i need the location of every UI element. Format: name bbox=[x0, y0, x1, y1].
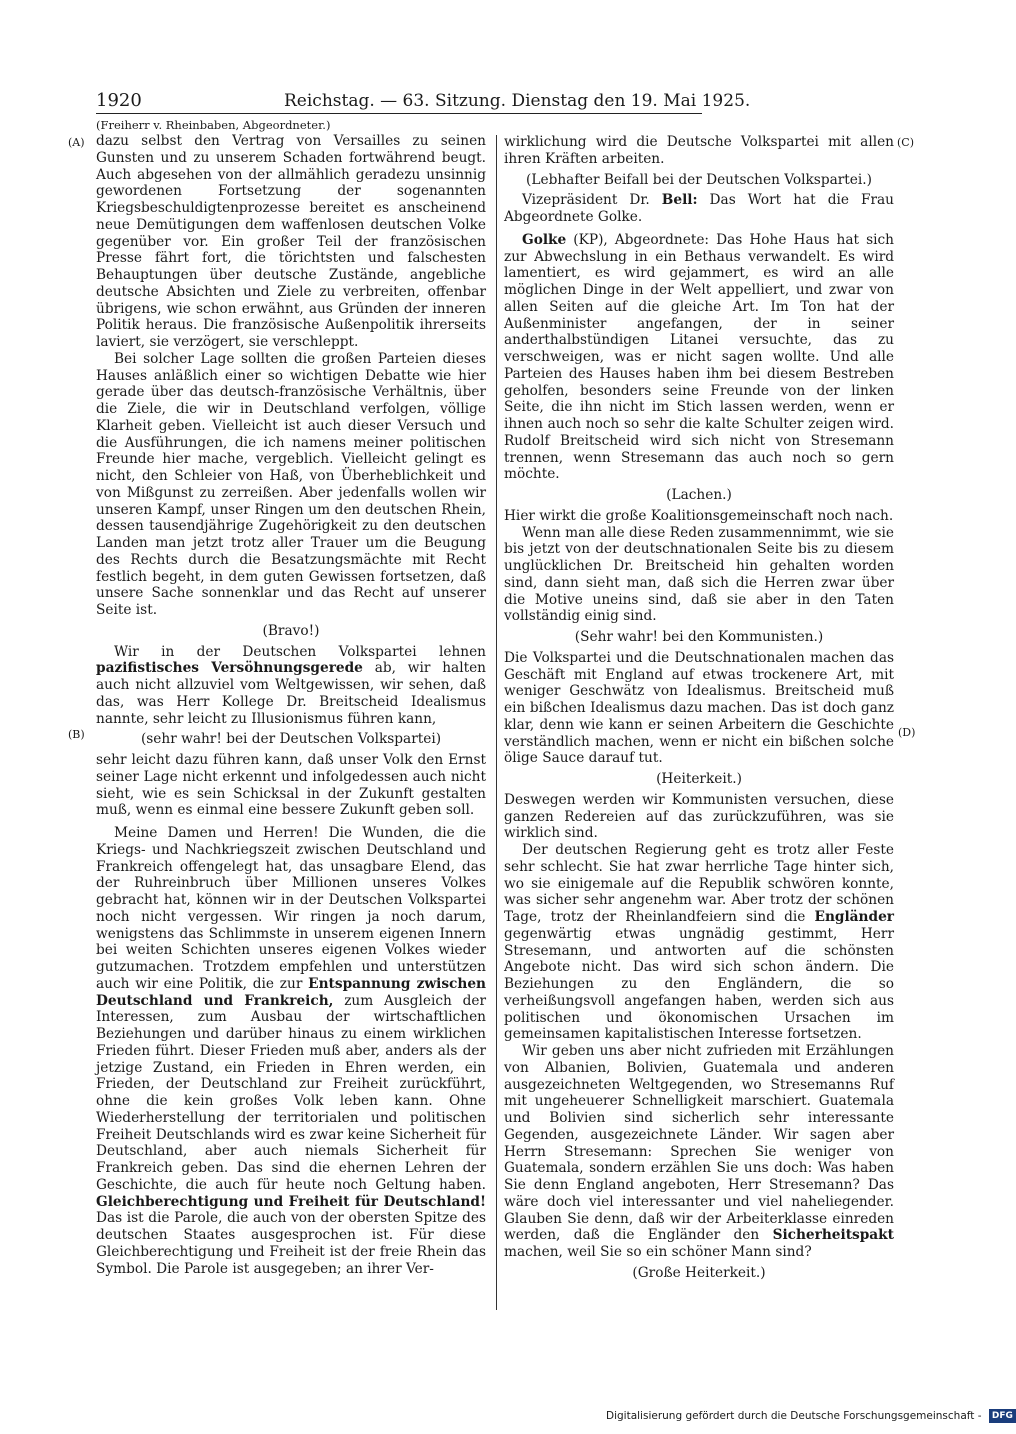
text-run: Wir in der Deutschen Volkspartei lehnen bbox=[114, 643, 486, 660]
text-run: Vizepräsident Dr. bbox=[522, 192, 662, 209]
paragraph bbox=[504, 842, 894, 1043]
paragraph: dazu selbst den Vertrag von Versailles zu seinen Gunsten und zu unserem Schaden fortwährend beugt. Auch abgesehen von der allmählich geradezu unsinnig gewordenen Fortsetzung der sogenannten Kriegsbeschuldigtenprozesse bereitet es anscheinend neue Demütigungen dem waffenlosen deutschen Volke gegenüber vor. Ein großer Teil der französischen Presse fährt fort, die törichtsten und falschesten Behauptungen über deutsche Zustände, angebliche deutsche Absichten und Ziele zu verbreiten, offenbar übrigens, wie schon erwähnt, aus Gründen der inneren Politik heraus. Die französische Außenpolitik ihrerseits laviert, sie verzögert, sie verschleppt. bbox=[96, 133, 486, 350]
running-title: Reichstag. — 63. Sitzung. Dienstag den 19. Mai 1925. bbox=[284, 91, 751, 111]
text-run: zum Ausgleich der Interessen, zum Ausbau der wirtschaftlichen Beziehungen und darüber hinaus zu einem wirklichen Frieden führt. Dieser Frieden muß aber, anders als der jetzige Zustand, ein Frieden in Ehren werden, ein Frieden, der Deutschland zur Freiheit zurückführt, ohne die kein großes Volk leben kann. Ohne Wiederherstellung der territorialen und politischen Freiheit Deutschlands wird es zwar keine Sicherheit für Deutschland, aber auch niemals Sicherheit für Frankreich geben. Das sind die ehernen Lehren der Geschichte, die auch für heute noch Geltung haben. bbox=[96, 992, 486, 1193]
interjection: (Große Heiterkeit.) bbox=[632, 1264, 766, 1281]
margin-marker-b: (B) bbox=[68, 728, 85, 741]
text-run: Das ist die Parole, die auch von der obersten Spitze des deutschen Staates ausgesprochen ist. Für diese Gleichberechtigung und Freiheit ist der freie Rhein das Symbol. Die Parole ist ausgegeben; an ihrer Ver- bbox=[96, 1210, 486, 1277]
speaker-note: (Freiherr v. Rheinbaben, Abgeordneter.) bbox=[96, 118, 331, 132]
emphasis: pazifistisches Versöhnungsgerede bbox=[96, 660, 363, 677]
paragraph bbox=[96, 825, 486, 1277]
interjection: (Heiterkeit.) bbox=[656, 771, 742, 787]
text-run: Das Wort hat die Frau Abgeordnete Golke. bbox=[504, 192, 894, 225]
paragraph bbox=[504, 1043, 894, 1261]
interjection: (Lebhafter Beifall bei der Deutschen Volkspartei.) bbox=[526, 171, 872, 188]
right-column bbox=[504, 134, 894, 1286]
paragraph: wirklichung wird die Deutsche Volkspartei mit allen ihren Kräften arbeiten. bbox=[504, 134, 894, 167]
header-rule bbox=[96, 113, 702, 114]
speaker-name: Bell: bbox=[661, 192, 698, 209]
text-run: Wir geben uns aber nicht zufrieden mit Erzählungen von Albanien, Bolivien, Guatemala und anderen ausgezeichneten Weltgegenden, wo Stresemanns Ruf mit ungeheuerer Schnelligkeit marschiert. Guatemala und Bolivien sind sicherlich sehr interessante Gegenden, ausgezeichnete Länder. Wir sagen aber Herrn Stresemann: Sprechen Sie weniger von Guatemala, sondern erzählen Sie uns doch: Was haben Sie denn England angeboten, Herr Stresemann? Das wäre doch viel interessanter und viel naheliegender. Glauben Sie denn, daß wir der Arbeiterklasse einreden werden, daß die Engländer den bbox=[504, 1043, 894, 1244]
dfg-logo: DFG bbox=[989, 1409, 1016, 1423]
paragraph: Hier wirkt die große Koalitionsgemeinschaft noch nach. bbox=[504, 507, 894, 524]
speaker-name: Golke bbox=[522, 231, 567, 248]
paragraph: sehr leicht dazu führen kann, daß unser Volk den Ernst seiner Lage nicht erkennt und infolgedessen auch nicht sieht, wie es sein Schicksal in der Zukunft gestalten muß, wenn es einmal eine bessere Zukunft geben soll. bbox=[96, 752, 486, 819]
page-header bbox=[96, 90, 751, 112]
paragraph bbox=[504, 232, 894, 483]
text-run: Meine Damen und Herren! Die Wunden, die die Kriegs- und Nachkriegszeit zwischen Deutschland und Frankreich offengelegt hat, das unsagbare Elend, das der Ruhreinbruch über Millionen unseres Volkes gebracht hat, können wir in der Deutschen Volkspartei noch nicht vergessen. Wir ringen ja noch darum, wenigstens das Schlimmste in unserem eigenen Innern bei weiten Schichten unseres eigenen Volkes wieder gutzumachen. Trotzdem empfehlen und unterstützen auch wir eine Politik, die zur bbox=[96, 825, 486, 992]
paragraph bbox=[96, 644, 486, 728]
emphasis: Entspannung zwischen Deutschland und Frankreich, bbox=[96, 975, 487, 1009]
text-run: Der deutschen Regierung geht es trotz aller Feste sehr schlecht. Sie hat zwar herrliche Tage hinter sich, wo sie einigemale auf die Republik schwören konnte, was sicher sehr angenehm war. Aber trotz der schönen Tage, trotz der Rheinlandfeiern sind die bbox=[504, 842, 894, 925]
paragraph: Deswegen werden wir Kommunisten versuchen, diese ganzen Redereien auf das zurückzuführen, was sie wirklich sind. bbox=[504, 791, 894, 842]
page-number: 1920 bbox=[96, 90, 142, 111]
paragraph: Die Volkspartei und die Deutschnationalen machen das Geschäft mit England auf etwas trockenere Art, mit weniger Geschwätz von Idealismus. Breitscheid muß ein bißchen Idealismus dazu machen. Das ist doch ganz klar, denn wie kann er seinen Arbeitern die Geschichte verständlich machen, wenn er nicht ein bißchen solche ölige Sauce darauf tut. bbox=[504, 649, 894, 767]
text-run: gegenwärtig etwas ungnädig gestimmt, Herr Stresemann, und antworten auf die schönsten Angebote nicht. Das wird sich schon ändern. Die Beziehungen zu den Engländern, die so verheißungsvoll angefangen haben, werden sich aus politischen und ökonomischen Ursachen im gemeinsamen kapitalistischen Interesse fortsetzen. bbox=[504, 925, 894, 1043]
interjection: (Lachen.) bbox=[666, 487, 732, 503]
emphasis: Gleichberechtigung und Freiheit für Deutschland! bbox=[96, 1193, 486, 1210]
interjection: (sehr wahr! bei der Deutschen Volkspartei) bbox=[140, 731, 442, 748]
emphasis: Sicherheitspakt bbox=[772, 1227, 894, 1244]
left-column bbox=[96, 117, 486, 1277]
text-run: (KP), Abgeordnete: Das Hohe Haus hat sich zur Abwechslung in ein Bethaus verwandelt. Es wird lamentiert, es wird gejammert, es wird an alle möglichen Dinge in der Welt appelliert, und zwar von allen Seiten auf die gleiche Art. Im Ton hat der Außenminister angefangen, der in seiner anderthalbstündigen Litanei versuchte, das zu verschweigen, was er nicht sagen wollte. Und alle Parteien des Hauses haben ihm bei diesem Bestreben geholfen, besonders seine Freunde von der linken Seite, die ihn nicht im Stich lassen werden, wenn er ihnen auch noch so sehr die kalte Schulter zeigen wird. Rudolf Breitscheid wird sich nicht von Stresemann trennen, wenn Stresemann das auch noch so gern möchte. bbox=[504, 231, 894, 483]
margin-marker-a: (A) bbox=[68, 136, 85, 149]
emphasis: Engländer bbox=[814, 909, 894, 925]
funding-footer bbox=[606, 1406, 1013, 1426]
interjection: (Bravo!) bbox=[262, 622, 320, 639]
text-run: ab, wir halten auch nicht allzuviel vom Weltgewissen, wir sehen, daß das, was Herr Kollege Dr. Breitscheid Idealismus nannte, sehr leicht zu Illusionismus führen kann, bbox=[96, 660, 486, 727]
margin-marker-d: (D) bbox=[898, 726, 916, 739]
interjection: (Sehr wahr! bei den Kommunisten.) bbox=[574, 629, 824, 645]
column-divider bbox=[496, 135, 497, 1310]
margin-marker-c: (C) bbox=[897, 136, 914, 149]
text-run: machen, weil Sie so ein schöner Mann sind? bbox=[504, 1244, 812, 1260]
footer-text: Digitalisierung gefördert durch die Deutsche Forschungsgemeinschaft - bbox=[606, 1410, 982, 1422]
paragraph bbox=[504, 192, 894, 226]
paragraph: Wenn man alle diese Reden zusammennimmt, wie sie bis jetzt von der deutschnationalen Seite bis zu diesem unglücklichen Dr. Breitscheid hin gehalten worden sind, dann sieht man, daß sich die Herren zwar über die Motive uneins sind, daß sie aber in den Taten vollständig einig sind. bbox=[504, 524, 894, 625]
paragraph: Bei solcher Lage sollten die großen Parteien dieses Hauses anläßlich einer so wichtigen Debatte wie hier gerade über das deutsch-französische Verhältnis, über die Ziele, die wir in Deutschland verfolgen, völlige Klarheit geben. Vielleicht ist auch dieser Versuch und die Ausführungen, die ich namens meiner politischen Freunde hier mache, vergeblich. Vielleicht gelingt es nicht, den Schleier von Haß, von Überheblichkeit und von Mißgunst zu zerreißen. Aber jedenfalls wollen wir unseren Kampf, unser Ringen um den deutschen Rhein, dessen tausendjährige Zugehörigkeit zu den deutschen Landen man jetzt trotz aller Trauer um die Beugung des Rechts durch die Besatzungsmächte mit Recht festlich begeht, in dem guten Gewissen fortsetzen, daß unsere Sache sonnenklar und das Recht auf unserer Seite ist. bbox=[96, 350, 486, 618]
